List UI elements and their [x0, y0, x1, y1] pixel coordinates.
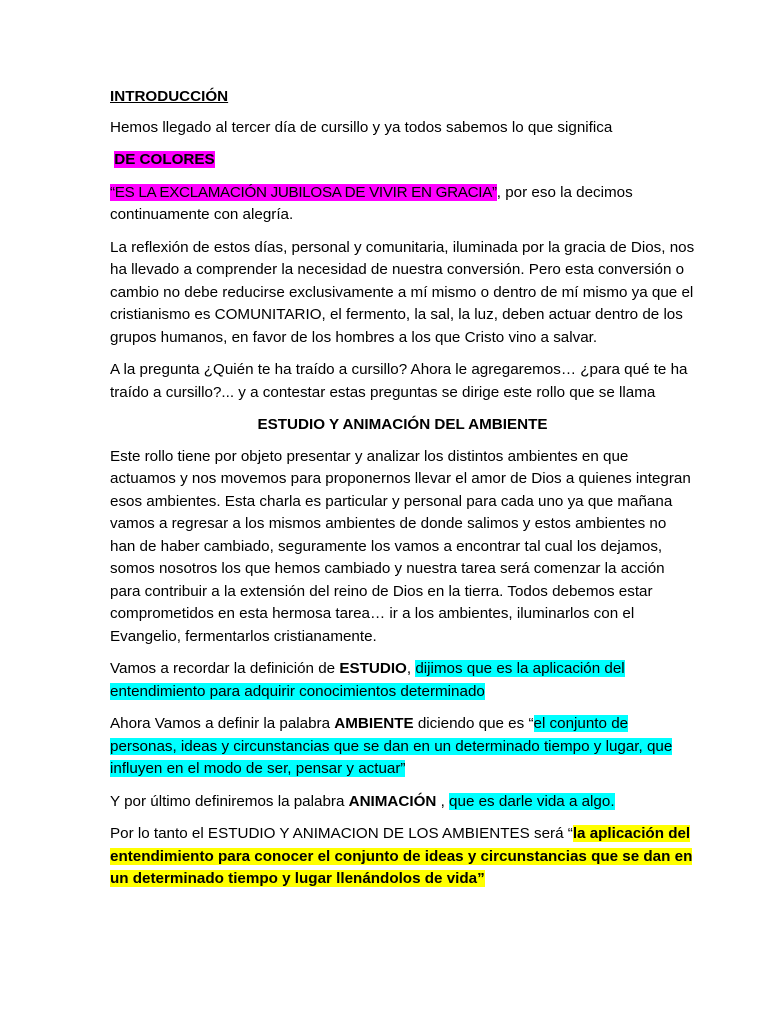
estudio-mid: ,: [406, 660, 416, 677]
ambiente-mid: diciendo que es “: [413, 715, 534, 732]
ambiente-term: AMBIENTE: [334, 715, 414, 732]
estudio-term: ESTUDIO: [339, 660, 407, 677]
animacion-term: ANIMACIÓN: [348, 792, 437, 810]
heading-introduccion: INTRODUCCIÓN: [110, 88, 229, 105]
quote-highlight: “ES LA EXCLAMACIÓN JUBILOSA DE VIVIR EN GRACIA”: [110, 183, 497, 201]
estudio-pre: Vamos a recordar la definición de: [110, 660, 340, 677]
ambiente-definition: el conjunto de personas, ideas y circunstancias que se dan en un determinado tiempo y lugar, que influyen en el modo de ser, pensar y actuar”: [110, 715, 673, 777]
conclusion-pre: Por lo tanto el ESTUDIO Y ANIMACION DE LOS AMBIENTES será “: [110, 825, 573, 842]
ambiente-pre: Ahora Vamos a definir la palabra: [110, 715, 335, 732]
section-title: ESTUDIO Y ANIMACIÓN DEL AMBIENTE: [257, 416, 548, 433]
paragraph-exclamacion: [110, 182, 695, 227]
animacion-mid: ,: [436, 792, 450, 810]
quote-rest: , por eso la decimos continuamente con alegría.: [110, 183, 633, 223]
conclusion-definition: la aplicación del entendimiento para conocer el conjunto de ideas y circunstancias que se dan en un determinado tiempo y lugar llenándolos de vida”: [110, 825, 693, 887]
de-colores-line: [110, 149, 695, 172]
paragraph-intro: Hemos llegado al tercer día de cursillo y ya todos sabemos lo que significa: [110, 118, 613, 136]
paragraph-conclusion: [110, 823, 695, 891]
animacion-definition: que es darle vida a algo.: [449, 792, 615, 810]
animacion-pre: Y por último definiremos la palabra: [110, 792, 349, 810]
document-body: [110, 86, 695, 901]
paragraph-pregunta: A la pregunta ¿Quién te ha traído a cursillo? Ahora le agregaremos… ¿para qué te ha traído a cursillo?... y a contestar estas preguntas se dirige este rollo que se llama: [110, 361, 688, 401]
de-colores-highlight: DE COLORES: [114, 151, 215, 168]
paragraph-ambiente: [110, 713, 695, 781]
paragraph-estudio: [110, 658, 695, 703]
estudio-definition: dijimos que es la aplicación del entendimiento para adquirir conocimientos determinado: [110, 660, 625, 700]
paragraph-objeto: Este rollo tiene por objeto presentar y analizar los distintos ambientes en que actuamos y nos movemos para proponernos llevar el amor de Dios a quienes integran esos ambientes. Esta charla es particular y personal para cada uno ya que mañana vamos a regresar a los mismos ambientes de donde salimos y estos ambientes no han de haber cambiado, seguramente los vamos a encontrar tal cual los dejamos, somos nosotros los que hemos cambiado y nuestra tarea será comenzar la acción para contribuir a la extensión del reino de Dios en la tierra. Todos debemos estar comprometidos en esta hermosa tarea… ir a los ambientes, iluminarlos con el Evangelio, fermentarlos cristianamente.: [110, 447, 691, 645]
paragraph-reflexion: La reflexión de estos días, personal y comunitaria, iluminada por la gracia de Dios, nos ha llevado a comprender la necesidad de nuestra conversión. Pero esta conversión o cambio no debe reducirse exclusivamente a mí mismo o dentro de mí mismo ya que el cristianismo es COMUNITARIO, el fermento, la sal, la luz, deben actuar dentro de los grupos humanos, en favor de los hombres a los que Cristo vino a salvar.: [110, 238, 695, 346]
paragraph-animacion: [110, 791, 695, 814]
